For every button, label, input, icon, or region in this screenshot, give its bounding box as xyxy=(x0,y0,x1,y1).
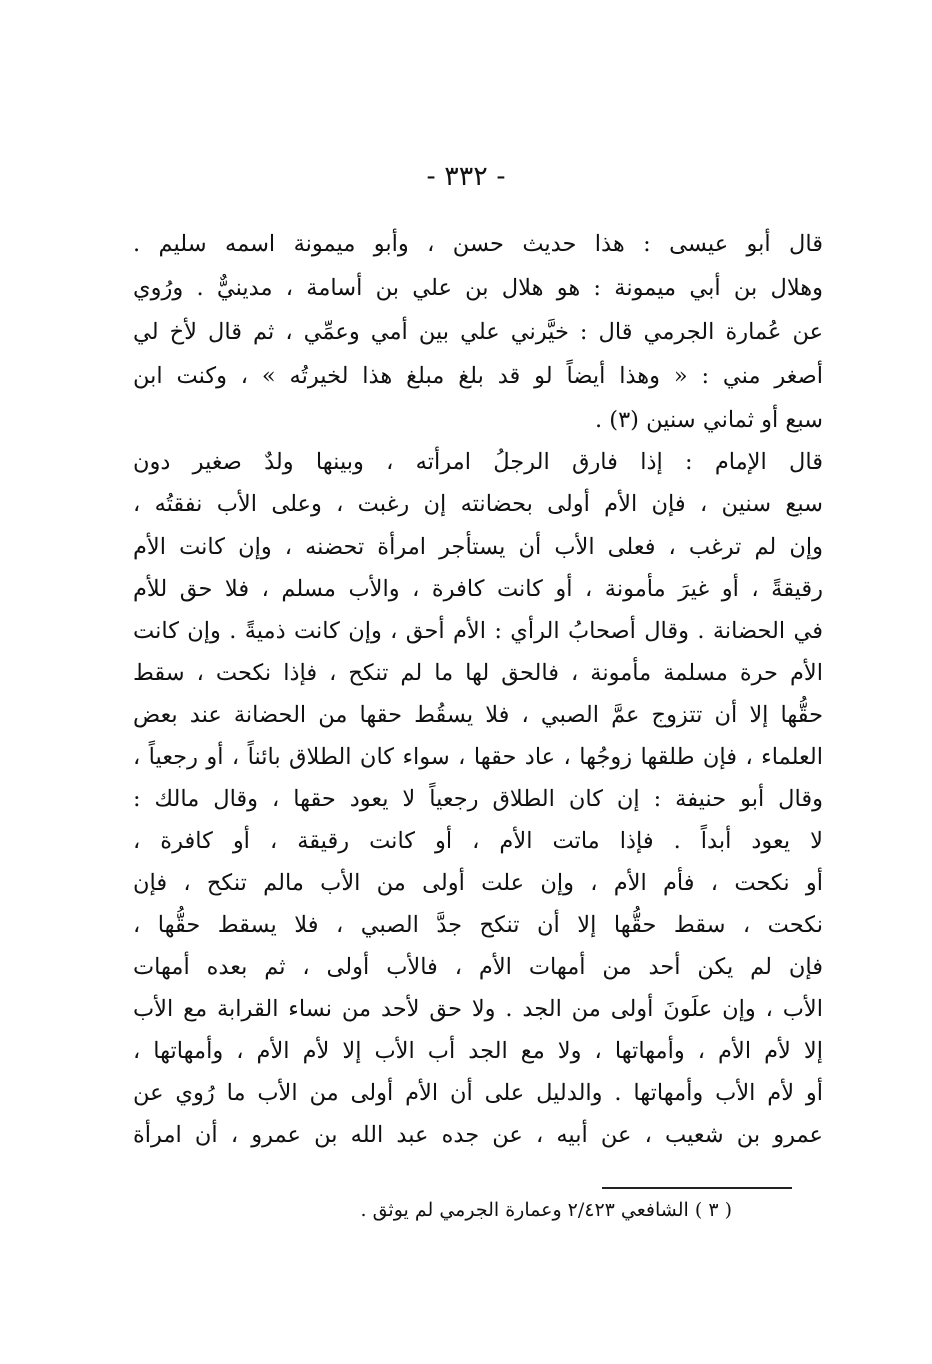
text-line: فإن لم يكن أحد من أمهات الأم ، فالأب أولى ، ثم بعده أمهات xyxy=(133,954,823,980)
text-line: عمرو بن شعيب ، عن أبيه ، عن جده عبد الله بن عمرو ، أن امرأة xyxy=(133,1122,823,1148)
footnote: ( ٣ ) الشافعي ٢/٤٢٣ وعمارة الجرمي لم يوثق . xyxy=(360,1199,732,1221)
text-line: الأب ، وإن علَونَ أولى من الجد . ولا حق لأحد من نساء القرابة مع الأب xyxy=(133,996,823,1022)
page-number: - ٣٣٢ - xyxy=(426,161,506,192)
text-line: وإن لم ترغب ، فعلى الأب أن يستأجر امرأة تحضنه ، وإن كانت الأم xyxy=(133,534,823,560)
text-line: العلماء ، فإن طلقها زوجُها ، عاد حقها ، سواء كان الطلاق بائناً ، أو رجعياً ، xyxy=(133,744,823,770)
text-line: لا يعود أبداً . فإذا ماتت الأم ، أو كانت رقيقة ، أو كافرة ، xyxy=(133,828,823,854)
text-line: حقُّها إلا أن تتزوج عمَّ الصبي ، فلا يسقُط حقها من الحضانة عند بعض xyxy=(133,702,823,728)
text-line: رقيقةً ، أو غيرَ مأمونة ، أو كانت كافرة ، والأب مسلم ، فلا حق للأم xyxy=(133,576,823,602)
text-line: قال الإمام : إذا فارق الرجلُ امرأته ، وبينها ولدٌ صغير دون xyxy=(133,449,823,475)
text-line: إلا لأم الأم ، وأمهاتها ، ولا مع الجد أب الأب إلا لأم الأم ، وأمهاتها ، xyxy=(133,1038,823,1064)
text-line: نكحت ، سقط حقُّها إلا أن تنكح جدَّ الصبي ، فلا يسقط حقُّها ، xyxy=(133,912,823,938)
text-line: سبع أو ثماني سنين (٣) . xyxy=(594,407,823,433)
text-line: في الحضانة . وقال أصحابُ الرأي : الأم أحق ، وإن كانت ذميةً . وإن كانت xyxy=(133,618,823,644)
text-line: سبع سنين ، فإن الأم أولى بحضانته إن رغبت ، وعلى الأب نفقتُه ، xyxy=(133,491,823,517)
text-line: قال أبو عيسى : هذا حديث حسن ، وأبو ميمونة اسمه سليم . xyxy=(133,231,823,257)
text-line: أو لأم الأب وأمهاتها . والدليل على أن الأم أولى من الأب ما رُوي عن xyxy=(133,1080,823,1106)
text-line: أصغر مني : « وهذا أيضاً لو قد بلغ مبلغ هذا لخيرتُه » ، وكنت ابن xyxy=(133,363,823,389)
text-line: أو نكحت ، فأم الأم ، وإن علت أولى من الأب مالم تنكح ، فإن xyxy=(133,870,823,896)
text-line: عن عُمارة الجرمي قال : خيَّرني علي بين أمي وعمِّي ، ثم قال لأخ لي xyxy=(133,319,823,345)
footnote-divider xyxy=(602,1187,792,1189)
text-line: الأم حرة مسلمة مأمونة ، فالحق لها ما لم تنكح ، فإذا نكحت ، سقط xyxy=(133,660,823,686)
text-line: وهلال بن أبي ميمونة : هو هلال بن علي بن أسامة ، مدينيٌّ . ورُوي xyxy=(133,275,823,301)
text-line: وقال أبو حنيفة : إن كان الطلاق رجعياً لا يعود حقها ، وقال مالك : xyxy=(133,786,823,812)
